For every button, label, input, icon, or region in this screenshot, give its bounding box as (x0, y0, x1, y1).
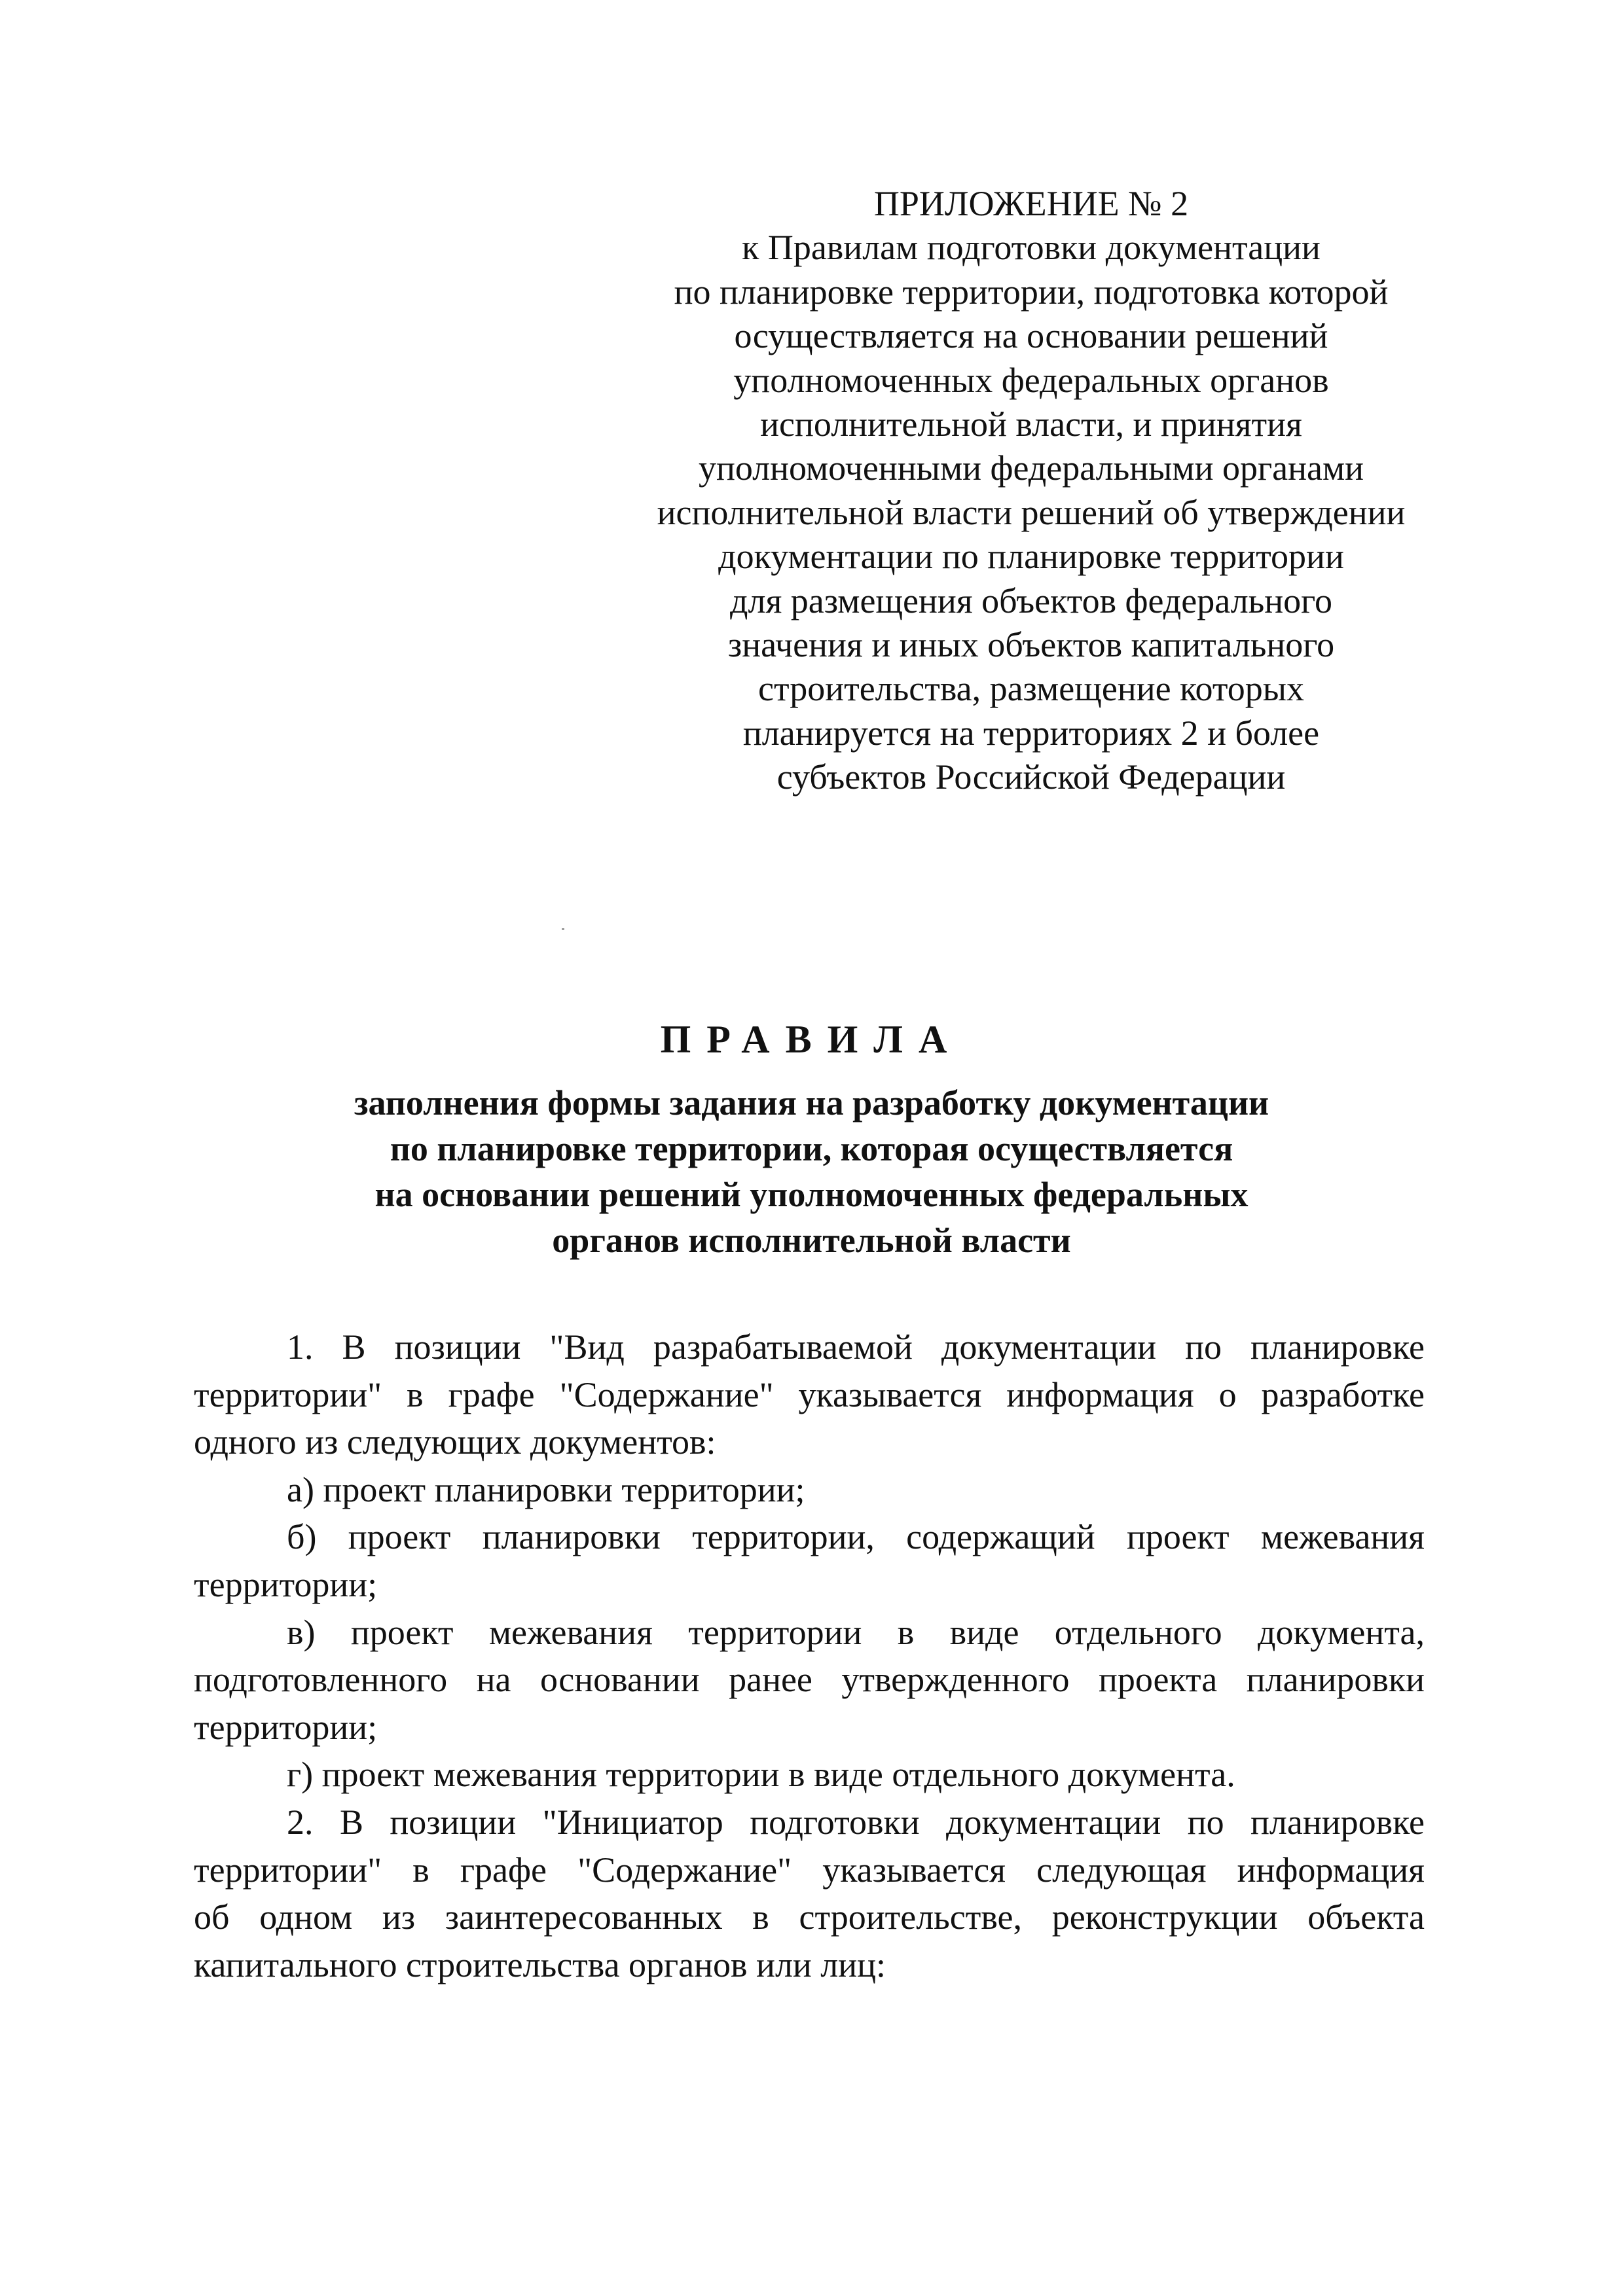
paragraph-2-line: капитального строительства органов или лиц: (194, 1945, 886, 1984)
scan-speck (562, 928, 564, 930)
appendix-line: к Правилам подготовки документации (742, 228, 1321, 268)
paragraph-1-line: 1. В позиции "Вид разрабатываемой документации по планировке (287, 1327, 1425, 1367)
appendix-line: уполномоченными федеральными органами (698, 448, 1364, 488)
list-item-a: а) проект планировки территории; (287, 1469, 805, 1509)
list-item-v: в) проект межевания территории в виде отдельного документа, (287, 1612, 1425, 1652)
appendix-line: значения и иных объектов капитального (727, 625, 1335, 665)
paragraph-2-line: об одном из заинтересованных в строительстве, реконструкции объекта (194, 1897, 1425, 1937)
appendix-header (589, 182, 1473, 800)
appendix-line: строительства, размещение которых (757, 669, 1305, 709)
document-subtitle (0, 1080, 1623, 1263)
appendix-line: осуществляется на основании решений (734, 316, 1328, 356)
list-item-v-continued: территории; (194, 1707, 378, 1747)
list-item-g: г) проект межевания территории в виде отдельного документа. (287, 1755, 1235, 1795)
appendix-line: для размещения объектов федерального (730, 581, 1332, 620)
paragraph-1-line: территории" в графе "Содержание" указывается информация о разработке (194, 1374, 1425, 1414)
appendix-line: субъектов Российской Федерации (776, 757, 1286, 797)
appendix-number: ПРИЛОЖЕНИЕ № 2 (873, 184, 1189, 223)
paragraph-2-line: территории" в графе "Содержание" указывается следующая информация (194, 1850, 1425, 1890)
list-item-b-continued: территории; (194, 1564, 378, 1604)
document-title: ПРАВИЛА (660, 1018, 963, 1061)
paragraph-2-line: 2. В позиции "Инициатор подготовки документации по планировке (287, 1802, 1425, 1842)
appendix-line: по планировке территории, подготовка которой (674, 272, 1389, 312)
list-item-b: б) проект планировки территории, содержащий проект межевания (287, 1517, 1425, 1557)
subtitle-line: на основании решений уполномоченных федеральных (374, 1175, 1249, 1214)
appendix-line: исполнительной власти, и принятия (760, 404, 1302, 444)
appendix-line: планируется на территориях 2 и более (742, 713, 1320, 753)
appendix-line: документации по планировке территории (718, 537, 1344, 577)
subtitle-line: заполнения формы задания на разработку документации (354, 1083, 1269, 1122)
subtitle-line: органов исполнительной власти (552, 1221, 1071, 1260)
appendix-line: уполномоченных федеральных органов (733, 360, 1329, 400)
document-body (194, 1323, 1425, 1988)
appendix-line: исполнительной власти решений об утверждении (657, 492, 1406, 532)
list-item-v-continued: подготовленного на основании ранее утвержденного проекта планировки (194, 1660, 1425, 1700)
subtitle-line: по планировке территории, которая осуществляется (390, 1129, 1233, 1168)
paragraph-1-line: одного из следующих документов: (194, 1422, 716, 1462)
